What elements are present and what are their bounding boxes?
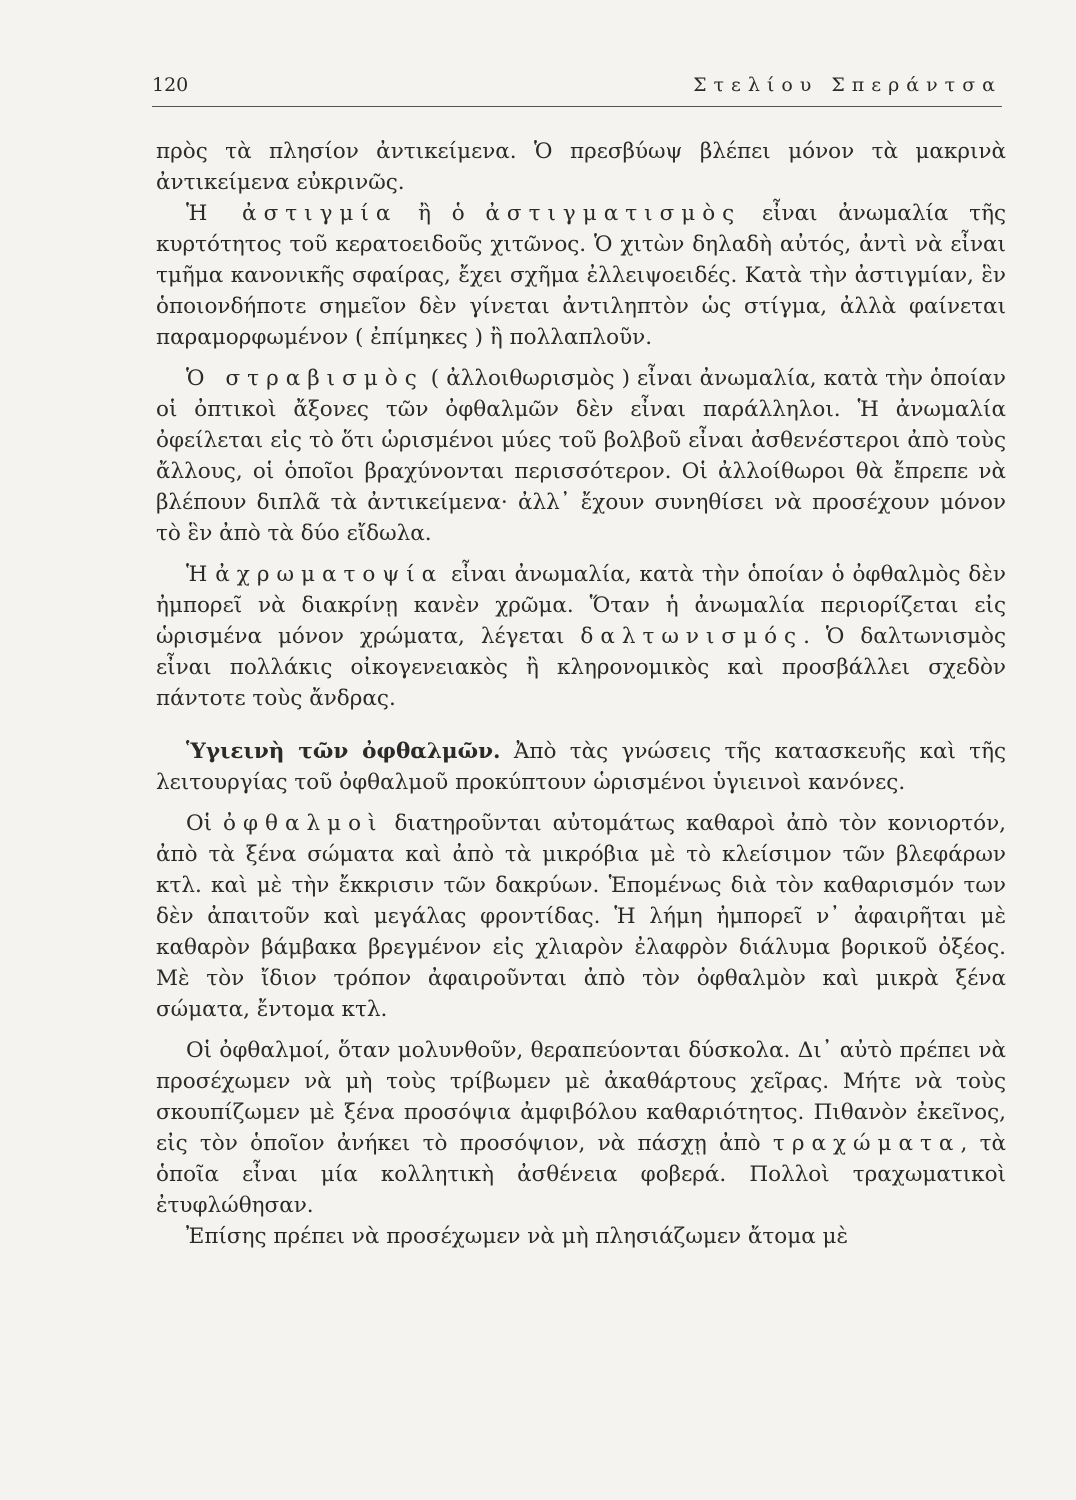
header-rule [152, 106, 1002, 107]
body-text [156, 136, 1006, 1252]
term-achromatopsia: ἀχρωματοψία [215, 562, 444, 587]
page-number: 120 [152, 74, 189, 96]
paragraph-astigmatism: Ἡ ἀστιγμία ἢ ὁ ἀστιγματισμὸς εἶναι ἀνωμαλία τῆς κυρτότητος τοῦ κερατοειδοῦς χιτῶνος. Ὁ χιτὼν δηλαδὴ αὐτός, ἀντὶ νὰ εἶναι τμῆμα κανονικῆς σφαίρας, ἔχει σχῆμα ἐλλειψοειδές. Κατὰ τὴν ἀστιγμίαν, ἓν ὁποιονδήποτε σημεῖον δὲν γίνεται ἀντιληπτὸν ὡς στίγμα, ἀλλὰ φαίνεται παραμορφωμένον ( ἐπίμηκες ) ἢ πολλαπλοῦν. [156, 201, 1006, 350]
paragraph-presbyopia-end: πρὸς τὰ πλησίον ἀντικείμενα. Ὁ πρεσβύωψ βλέπει μόνον τὰ μακρινὰ ἀντικείμενα εὐκρινῶς. [156, 139, 1006, 195]
paragraph-eyes-clean: Οἱ ὀφθαλμοὶ διατηροῦνται αὐτομάτως καθαροὶ ἀπὸ τὸν κονιορτόν, ἀπὸ τὰ ξένα σώματα καὶ ἀπὸ τὰ μικρόβια μὲ τὸ κλείσιμον τῶν βλεφάρων κτλ. καὶ μὲ τὴν ἔκκρισιν τῶν δακρύων. Ἑπομένως διὰ τὸν καθαρισμόν των δὲν ἀπαιτοῦν καὶ μεγάλας φροντίδας. Ἡ λήμη ἠμπορεῖ ν᾽ ἀφαιρῆται μὲ καθαρὸν βάμβακα βρεγμένον εἰς χλιαρὸν ἐλαφρὸν διάλυμα βορικοῦ ὀξέος. Μὲ τὸν ἴδιον τρόπον ἀφαιροῦνται ἀπὸ τὸν ὀφθαλμὸν καὶ μικρὰ ξένα σώματα, ἔντομα κτλ. [156, 811, 1006, 1022]
section-heading: Ὑγιεινὴ τῶν ὀφθαλμῶν. [186, 739, 501, 764]
term-daltonism: δαλτωνισμός [580, 624, 804, 649]
paragraph-strabismus: Ὁ στραβισμὸς ( ἀλλοιθωρισμὸς ) εἶναι ἀνωμαλία, κατὰ τὴν ὁποίαν οἱ ὀπτικοὶ ἄξονες τῶν ὀφθαλμῶν δὲν εἶναι παράλληλοι. Ἡ ἀνωμαλία ὀφείλεται εἰς τὸ ὅτι ὡρισμένοι μύες τοῦ βολβοῦ εἶναι ἀσθενέστεροι ἀπὸ τοὺς ἄλλους, οἱ ὁποῖοι βραχύνονται περισσότερον. Οἱ ἀλλοίθωροι θὰ ἔπρεπε νὰ βλέπουν διπλᾶ τὰ ἀντικείμενα· ἀλλ᾽ ἔχουν συνηθίσει νὰ προσέχουν μόνον τὸ ἓν ἀπὸ τὰ δύο εἴδωλα. [156, 366, 1006, 546]
running-head [152, 74, 1002, 106]
term-astigmia: Ἡ ἀστιγμία [186, 201, 398, 226]
paragraph-achromatopsia: Ἡ ἀχρωματοψία εἶναι ἀνωμαλία, κατὰ τὴν ὁποίαν ὁ ὀφθαλμὸς δὲν ἠμπορεῖ νὰ διακρίνῃ κανὲν χρῶμα. Ὅταν ἡ ἀνωμαλία περιορίζεται εἰς ὡρισμένα μόνον χρώματα, λέγεται δαλτωνισμός. Ὁ δαλτωνισμὸς εἶναι πολλάκις οἰκογενειακὸς ἢ κληρονομικὸς καὶ προσβάλλει σχεδὸν πάντοτε τοὺς ἄνδρας. [156, 562, 1006, 711]
term-astigmatism: ἀστιγματισμὸς [485, 201, 742, 226]
paragraph-infection: Οἱ ὀφθαλμοί, ὅταν μολυνθοῦν, θεραπεύονται δύσκολα. Δι᾽ αὐτὸ πρέπει νὰ προσέχωμεν νὰ μὴ τοὺς τρίβωμεν μὲ ἀκαθάρτους χεῖρας. Μήτε νὰ τοὺς σκουπίζωμεν μὲ ξένα προσόψια ἀμφιβόλου καθαριότητος. Πιθανὸν ἐκεῖνος, εἰς τὸν ὁποῖον ἀνήκει τὸ προσόψιον, νὰ πάσχῃ ἀπὸ τραχώματα, τὰ ὁποῖα εἶναι μία κολλητικὴ ἀσθένεια φοβερά. Πολλοὶ τραχωματικοὶ ἐτυφλώθησαν. [156, 1038, 1007, 1218]
term-trachoma: τραχώματα [772, 1131, 961, 1156]
paragraph-last: Ἐπίσης πρέπει νὰ προσέχωμεν νὰ μὴ πλησιάζωμεν ἄτομα μὲ [186, 1224, 849, 1249]
running-title: Στελίου Σπεράντσα [693, 74, 1002, 96]
term-strabismus: Ὁ στραβισμὸς [186, 366, 424, 391]
term-eyes: ὀφθαλμοὶ [223, 811, 384, 836]
paragraph-eye-hygiene: Ὑγιεινὴ τῶν ὀφθαλμῶν. Ἀπὸ τὰς γνώσεις τῆς κατασκευῆς καὶ τῆς λειτουργίας τοῦ ὀφθαλμοῦ προκύπτουν ὡρισμένοι ὑγιεινοὶ κανόνες. [156, 739, 1006, 795]
